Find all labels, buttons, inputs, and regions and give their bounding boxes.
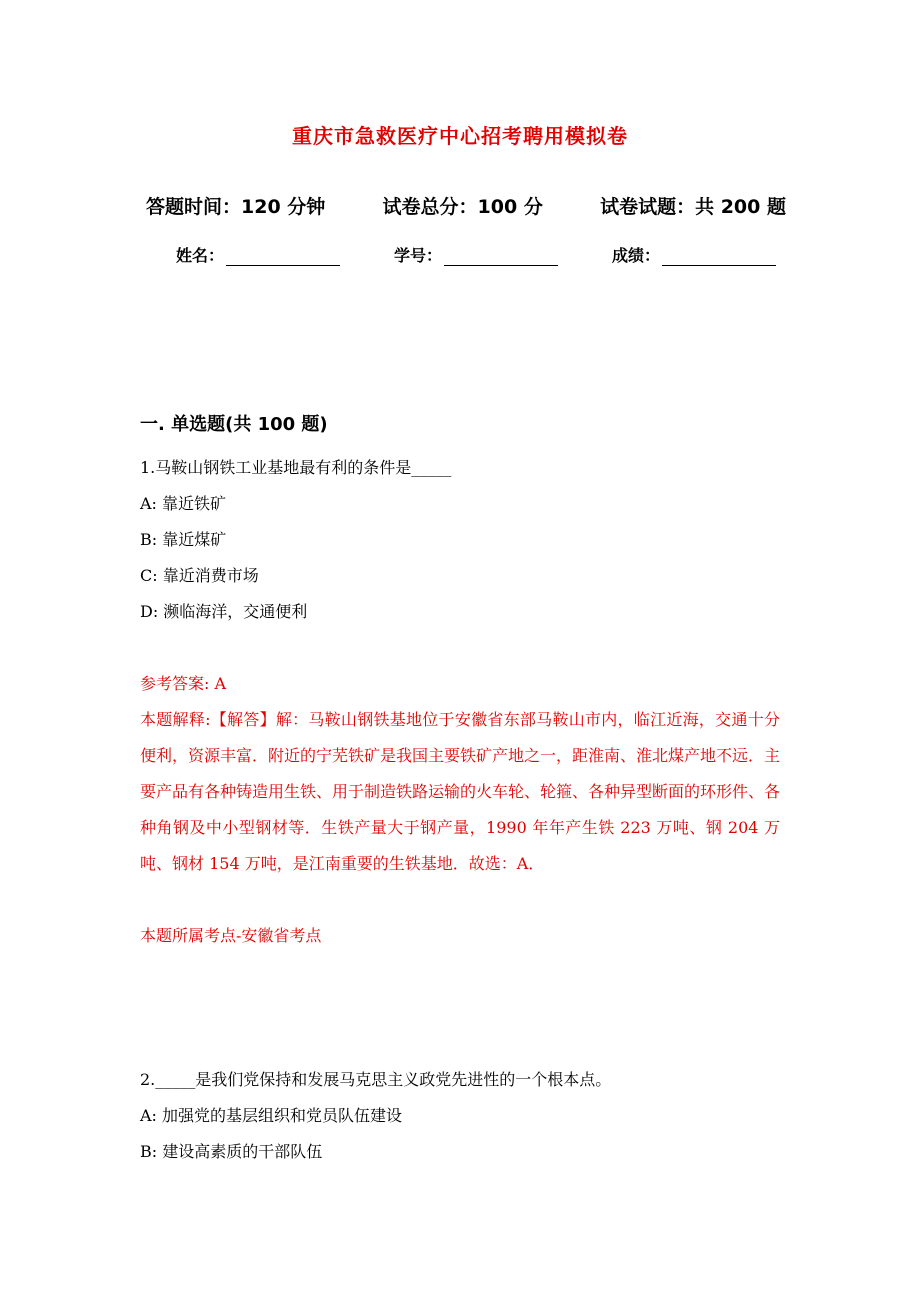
id-blank — [444, 249, 558, 266]
score-blank — [662, 249, 776, 266]
spacer — [140, 882, 780, 918]
question-stem: 1.马鞍山钢铁工业基地最有利的条件是_____ — [140, 458, 452, 477]
question-1 — [140, 450, 780, 954]
name-label: 姓名： — [176, 246, 225, 265]
question-stem: 2._____是我们党保持和发展马克思主义政党先进性的一个根本点。 — [140, 1070, 612, 1089]
score-field — [612, 243, 776, 266]
exam-meta — [146, 192, 786, 219]
exam-time: 答题时间：120 分钟 — [146, 196, 326, 218]
option-b: B: 建设高素质的干部队伍 — [140, 1142, 323, 1161]
spacer — [140, 954, 780, 1062]
exam-title: 重庆市急救医疗中心招考聘用模拟卷 — [292, 124, 628, 148]
exam-content — [140, 412, 780, 1170]
option-b: B: 靠近煤矿 — [140, 530, 227, 549]
id-label: 学号： — [393, 246, 442, 265]
name-blank — [226, 249, 340, 266]
spacer — [140, 630, 780, 666]
student-info — [176, 243, 776, 266]
explanation: 本题解释:【解答】解：马鞍山钢铁基地位于安徽省东部马鞍山市内，临江近海，交通十分便利，资源丰富．附近的宁芜铁矿是我国主要铁矿产地之一，距淮南、淮北煤产地不远．主要产品有各种铸造用生铁、用于制造铁路运输的火车轮、轮箍、各种异型断面的环形件、各种角钢及中小型钢材等．生铁产量大于钢产量，1990 年年产生铁 223 万吨、钢 204 万吨、钢材 154 万吨，是江南重要的生铁基地．故选：A． — [140, 710, 781, 873]
option-d: D: 濒临海洋，交通便利 — [140, 602, 308, 621]
option-a: A: 靠近铁矿 — [140, 494, 227, 513]
score-label: 成绩： — [611, 246, 660, 265]
section-heading: 一. 单选题(共 100 题) — [140, 414, 328, 435]
answer: 参考答案: A — [140, 674, 227, 693]
name-field — [176, 243, 340, 266]
option-c: C: 靠近消费市场 — [140, 566, 259, 585]
id-field — [394, 243, 558, 266]
question-2 — [140, 1062, 780, 1170]
exam-total-questions: 试卷试题：共 200 题 — [600, 196, 786, 218]
exam-total-score: 试卷总分：100 分 — [382, 196, 543, 218]
option-a: A: 加强党的基层组织和党员队伍建设 — [140, 1106, 403, 1125]
topic: 本题所属考点-安徽省考点 — [140, 926, 322, 945]
